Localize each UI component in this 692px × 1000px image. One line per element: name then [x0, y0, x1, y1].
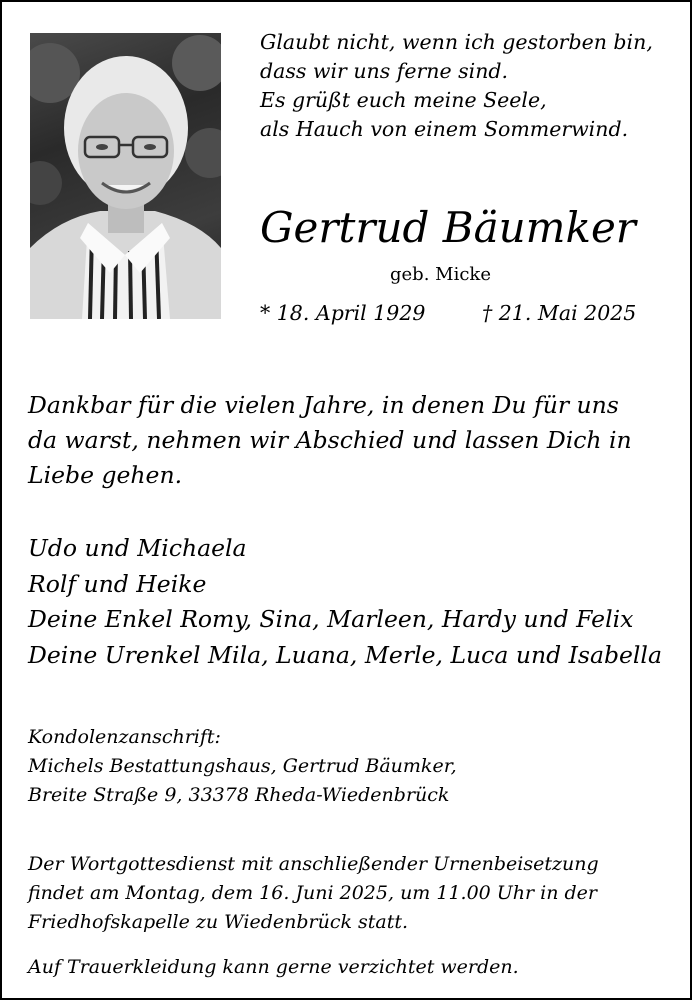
- maiden-name: geb. Micke: [390, 264, 491, 285]
- family-list: [28, 531, 662, 673]
- poem-line: Glaubt nicht, wenn ich gestorben bin,: [260, 30, 653, 54]
- thanks-line: da warst, nehmen wir Abschied und lassen Dich in: [28, 426, 632, 454]
- deceased-name: Gertrud Bäumker: [260, 203, 636, 252]
- thanks-line: Dankbar für die vielen Jahre, in denen Du für uns: [28, 391, 619, 419]
- thanks-text: [28, 388, 632, 493]
- poem: [260, 28, 653, 144]
- service-line: Der Wortgottesdienst mit anschließender Urnenbeisetzung: [28, 853, 599, 875]
- portrait-photo: [30, 33, 221, 319]
- death-date: † 21. Mai 2025: [482, 301, 637, 325]
- portrait-image: [30, 33, 221, 319]
- poem-line: dass wir uns ferne sind.: [260, 59, 509, 83]
- poem-line: Es grüßt euch meine Seele,: [260, 88, 547, 112]
- service-line: findet am Montag, dem 16. Juni 2025, um 11.00 Uhr in der: [28, 882, 598, 904]
- condolence-label: Kondolenzanschrift:: [28, 726, 221, 748]
- family-line: Udo und Michaela: [28, 534, 247, 562]
- condolence-line: Breite Straße 9, 33378 Rheda-Wiedenbrück: [28, 784, 450, 806]
- family-line: Rolf und Heike: [28, 569, 207, 598]
- service-info: [28, 850, 599, 937]
- service-line: Friedhofskapelle zu Wiedenbrück statt.: [28, 911, 409, 933]
- birth-date: * 18. April 1929: [260, 301, 426, 325]
- thanks-line: Liebe gehen.: [28, 461, 183, 489]
- poem-line: als Hauch von einem Sommerwind.: [260, 117, 629, 141]
- condolence-line: Michels Bestattungshaus, Gertrud Bäumker,: [28, 755, 457, 777]
- mourning-note: Auf Trauerkleidung kann gerne verzichtet werden.: [28, 956, 519, 978]
- family-line: Deine Enkel Romy, Sina, Marleen, Hardy und Felix: [28, 605, 634, 633]
- family-line: Deine Urenkel Mila, Luana, Merle, Luca und Isabella: [28, 640, 662, 669]
- condolence-address: [28, 723, 457, 810]
